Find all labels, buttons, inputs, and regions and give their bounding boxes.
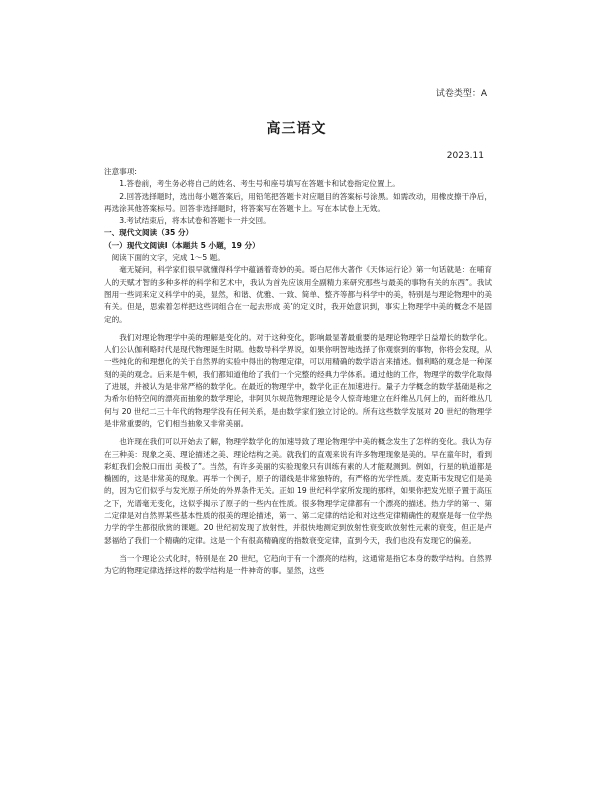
notice-item-2: 2.回答选择题时，选出每小题答案后，用铅笔把答题卡对应题目的答案标号涂黑。如需改动，用橡皮擦干净后，再选涂其他答案标号。回答非选择题时，将答案写在答题卡上。写在本试卷上无效。 — [104, 191, 492, 213]
passage-paragraph-2: 我们对理论物理学中美的理解是变化的。对于这种变化，影响最显著最重要的是理论物理学日益增长的数学化。人们公认伽利略时代是现代物理诞生时期。他数导科学界说，如果你明智地选择了你观察到的事物，你将会发现，从一些纯化的和理想化的关于自然界的实验中得出的物理定律，可以用精确的数学语言来描述。伽利略的观念是一种深刻的美的观念。后来是牛顿，我们都知道他给了我们一个完整的经典力学体系。通过他的工作，物理学的数学化取得了进展，并被认为是非常严格的数学化。在最近的物理学中，数学化正在加速进行。量子力学概念的数学基础是称之为希尔伯特空间的漂亮而抽象的数学理论，非阿贝尔规范物理理论是令人惊奇地建立在纤维丛几何上的，而纤维丛几何与 20 世纪二三十年代的物理学没有任何关系，是由数学家们独立讨论的。所有这些数学发展对 20 世纪的物理学是非常重要的，它们相当抽象又非常美丽。 — [104, 332, 492, 428]
notice-item-3: 3.考试结束后，将本试卷和答题卡一并交回。 — [119, 216, 271, 226]
exam-body — [104, 166, 492, 578]
paper-type-label: 试卷类型：A — [435, 89, 487, 99]
passage-paragraph-3: 也许现在我们可以开始去了解，物理学数学化的加速导致了理论物理学中美的概念发生了怎样的变化。我认为存在三种美：现象之美、理论描述之美、理论结构之美。就我们的直观来说有许多物理现象是美的。早在童年时，看到彩虹我们会脱口而出 美极了”。当然，有许多美丽的实验现象只有训练有素的人才能观测到。例如，行星的轨道都是椭圆的，这是非常美的现象。再举一个例子，原子的谱线是非常独特的，有严格的光学性质。麦克斯韦发现它们是美的，因为它们似乎与发光原子所处的外界条件无关。正如 19 世纪科学家所发现的那样，如果你把发光原子置于高压之下，光谱毫无变化，这似乎揭示了原子的一些内在性质。很多物理学定律都有一个漂亮的描述。热力学的第一、第二定律是对自然界某些基本性质的很美的理论描述，第一、第二定律的结论和对这些定律精确性的观察是每一位学热力学的学生都很欣赏的课题。20 世纪初发现了放射性，并很快地测定到放射性衰变欧放射性元素的衰变，但正是卢瑟福给了我们一个精确的定律。这是一个有很高精确度的指数衰变定律，直到今天，我们也没有发现它的偏差。 — [104, 437, 492, 545]
notice-item-1: 1.答卷前，考生务必将自己的姓名、考生号和座号填写在答题卡和试卷指定位置上。 — [119, 179, 400, 189]
section-subheading: （一）现代文阅读Ⅰ（本题共 5 小题，19 分） — [104, 240, 260, 250]
section-heading: 一、现代文阅读（35 分） — [104, 228, 194, 238]
reading-instruction: 阅读下面的文字，完成 1～5 题。 — [111, 253, 225, 263]
passage-paragraph-4: 当一个理论公式化时，特别是在 20 世纪，它趋向于有一个漂亮的结构，这通常是指它本身的数学结构。自然界为它的物理定律选择这样的数学结构是一件神奇的事。显然，这些 — [104, 553, 492, 576]
passage-paragraph-1: 毫无疑问，科学家们很早就懂得科学中蕴涵着奇妙的美。哥白尼伟大著作《天体运行论》第一句话就是：在哺育人的天赋才智的多种多样的科学和艺术中，我认为首先应该用全副精力来研究那些与最美的事物有关的东西”。我试图用一些词来定义科学中的美，显然，和谐、优雅、一致、简单、整齐等都与科学中的美，特别是与理论物理中的美有关。但是，思索着怎样把这些词组合在一起去形成 美’的定义时，我开始意识到，事实上物理学中美的概念不是固定的。 — [104, 265, 492, 324]
page-title: 高三语文 — [266, 121, 327, 137]
exam-date: 2023.11 — [446, 151, 484, 161]
notice-heading: 注意事项: — [104, 167, 137, 176]
